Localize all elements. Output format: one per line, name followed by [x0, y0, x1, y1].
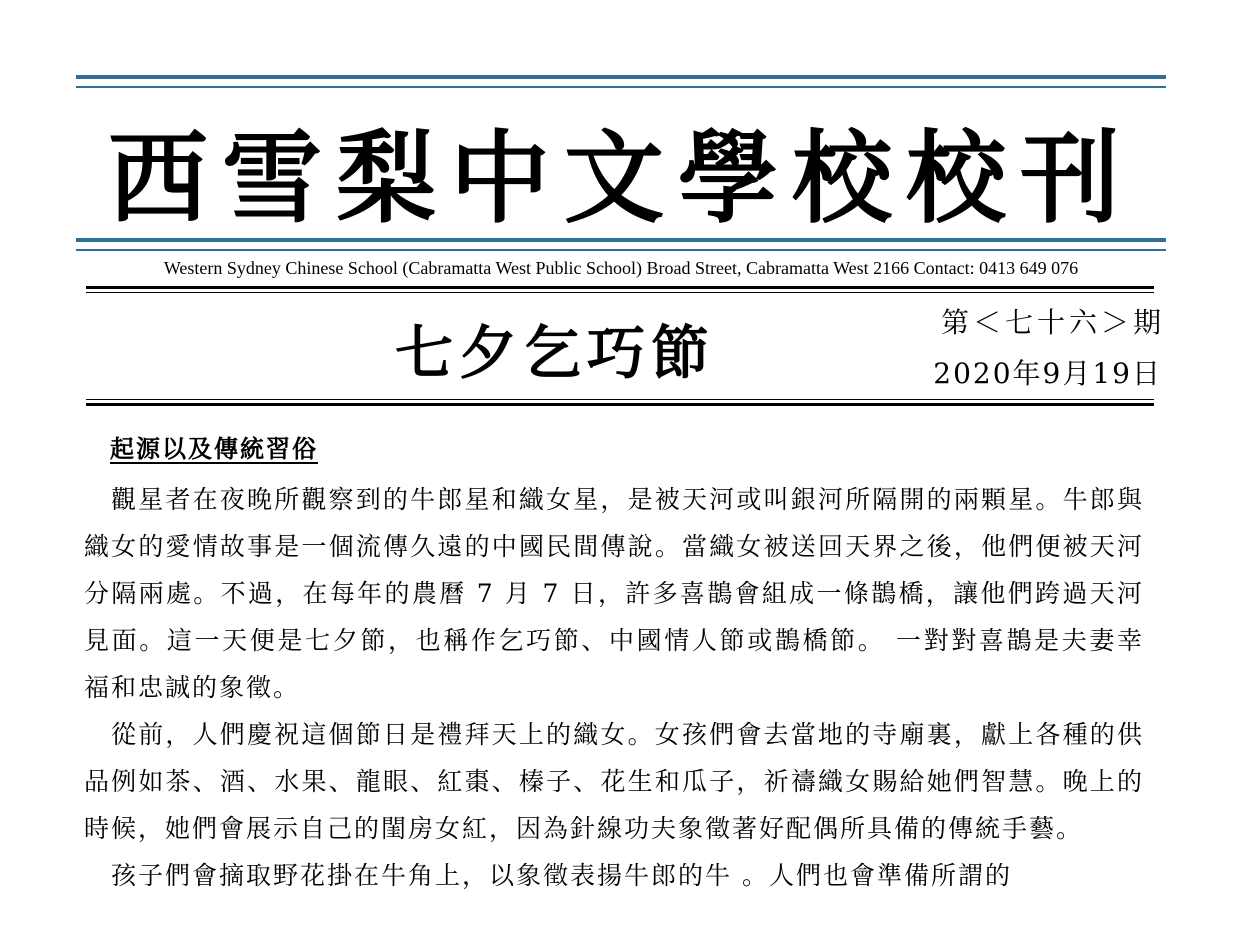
paragraph: 觀星者在夜晚所觀察到的牛郎星和織女星，是被天河或叫銀河所隔開的兩顆星。牛郎與織女的愛情故事是一個流傳久遠的中國民間傳說。當織女被送回天界之後，他們便被天河分隔兩處。不過，在每年的農曆 7 月 7 日，許多喜鵲會組成一條鵲橋，讓他們跨過天河見面。這一天便是七夕節，也稱作乞巧節、中國情人節或鵲橋節。 一對對喜鵲是夫妻幸福和忠誠的象徵。 — [84, 485, 1144, 702]
issue-date: 2020年9月19日 — [933, 357, 1162, 390]
address-rule-thick — [86, 286, 1154, 289]
paragraph: 從前，人們慶祝這個節日是禮拜天上的織女。女孩們會去當地的寺廟裏，獻上各種的供品例如茶、酒、水果、龍眼、紅棗、榛子、花生和瓜子，祈禱織女賜給她們智慧。晚上的時候，她們會展示自己的閨房女紅，因為針線功夫象徵著好配偶所具備的傳統手藝。 — [84, 720, 1144, 843]
header-rule-top-thin — [76, 86, 1166, 88]
address-rule-thin — [86, 292, 1154, 293]
masthead-rule-thick — [76, 238, 1166, 242]
article-body — [84, 476, 1144, 899]
header-rule-top-thick — [76, 75, 1166, 79]
paragraph: 孩子們會摘取野花掛在牛角上，以象徵表揚牛郎的牛 。人們也會準備所謂的 — [111, 861, 1012, 890]
school-address: Western Sydney Chinese School (Cabramatta West Public School) Broad Street, Cabramatta West 2166 Contact: 0413 649 076 — [163, 258, 1079, 278]
title-rule-thick — [86, 403, 1154, 406]
issue-title: 七夕乞巧節 — [394, 319, 715, 387]
title-rule-thin — [86, 399, 1154, 400]
section-heading: 起源以及傳統習俗 — [110, 434, 318, 463]
masthead-rule-thin — [76, 249, 1166, 251]
masthead-title: 西雪梨中文學校校刊 — [108, 119, 1134, 237]
issue-number: 第＜七十六＞期 — [940, 306, 1165, 339]
